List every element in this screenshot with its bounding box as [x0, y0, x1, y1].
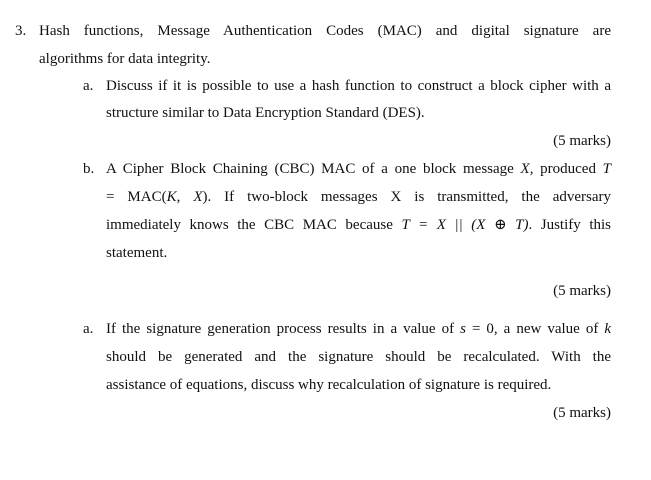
part-b-line3-rest: . Justify this [528, 217, 611, 233]
part-c-marks: (5 marks) [553, 405, 611, 421]
question-intro-line2: algorithms for data integrity. [39, 51, 211, 67]
var-k2: k [604, 321, 611, 337]
var-x: X [520, 161, 530, 177]
part-a-label: a. [83, 78, 94, 94]
part-c-line3: assistance of equations, discuss why recalculation of signature is required. [106, 377, 552, 393]
part-b-line1 [106, 160, 611, 178]
part-c-line1-mid: = 0, a new value of [465, 321, 605, 337]
part-b-line3 [106, 216, 611, 234]
part-b-line1-mid: , produced [529, 161, 603, 177]
part-c-line1 [106, 320, 611, 338]
part-a-marks: (5 marks) [553, 133, 611, 149]
cbc-formula: T = X || (X ⊕ T) [401, 217, 529, 233]
part-b-line2-rest: ). If two-block messages X is transmitted, the adversary [202, 189, 611, 205]
question-number: 3. [15, 23, 27, 39]
part-b-line2-prefix: = MAC( [106, 189, 167, 205]
part-b-line2 [106, 188, 611, 206]
part-a-line1: Discuss if it is possible to use a hash function to construct a block cipher with a [106, 78, 611, 94]
var-s: s [460, 321, 466, 337]
part-a-line2: structure similar to Data Encryption Standard (DES). [106, 105, 425, 121]
part-b-label: b. [83, 161, 95, 177]
part-c-line2: should be generated and the signature should be recalculated. With the [106, 349, 611, 365]
question-intro-line1: Hash functions, Message Authentication Codes (MAC) and digital signature are [39, 23, 611, 39]
part-c-line1-prefix: If the signature generation process results in a value of [106, 321, 461, 337]
part-b-line4: statement. [106, 245, 168, 261]
part-b-marks: (5 marks) [553, 283, 611, 299]
var-k: K [166, 189, 177, 205]
part-b-line3-prefix: immediately knows the CBC MAC because [106, 217, 402, 233]
var-t: T [602, 161, 611, 177]
part-b-line2-comma: , [176, 189, 194, 205]
part-c-label: a. [83, 321, 94, 337]
var-x2: X [193, 189, 203, 205]
part-b-line1-prefix: A Cipher Block Chaining (CBC) MAC of a one block message [106, 161, 521, 177]
